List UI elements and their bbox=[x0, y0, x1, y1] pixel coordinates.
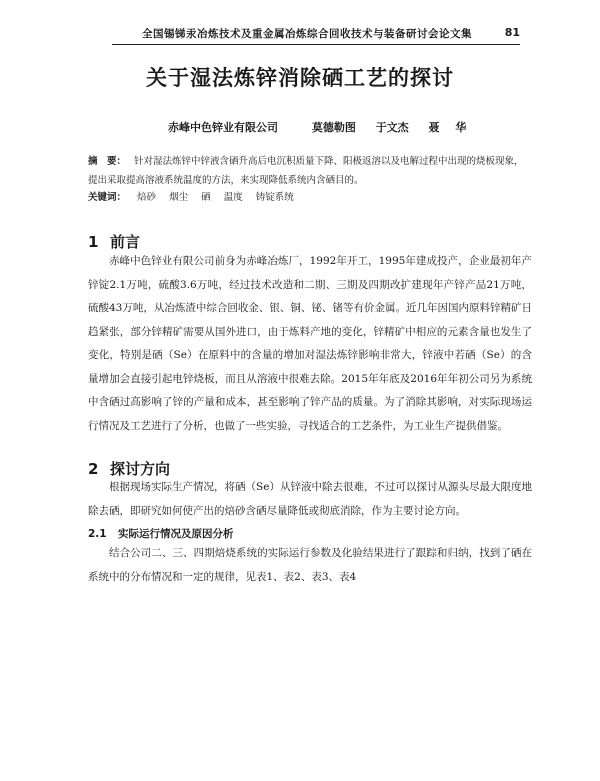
author-3-given: 华 bbox=[455, 121, 467, 134]
author-3-surname: 聂 bbox=[428, 121, 440, 134]
keywords bbox=[88, 189, 532, 203]
section-title: 前言 bbox=[110, 233, 141, 251]
section-number: 1 bbox=[88, 233, 99, 251]
keyword: 焙砂 bbox=[137, 192, 157, 203]
abstract bbox=[88, 152, 532, 190]
paper-title: 关于湿法炼锌消除硒工艺的探讨 bbox=[146, 66, 454, 90]
subsection-heading bbox=[88, 526, 234, 541]
paragraph: 结合公司二、三、四期焙烧系统的实际运行参数及化验结果进行了跟踪和归纳，找到了硒在系统中的分布情况和一定的规律，见表1、表2、表3、表4 bbox=[88, 547, 532, 583]
paragraph: 根据现场实际生产情况，将硒（Se）从锌液中除去很难，不过可以探讨从源头尽最大限度地除去硒，即研究如何使产出的焙砂含硒尽量降低或彻底消除，作为主要讨论方向。 bbox=[88, 481, 532, 517]
organization: 赤峰中色锌业有限公司 bbox=[168, 121, 278, 134]
running-title: 全国锡锑汞冶炼技术及重金属冶炼综合回收技术与装备研讨会论文集 bbox=[142, 28, 472, 40]
subsection-number: 2.1 bbox=[88, 528, 107, 540]
keyword: 硒 bbox=[201, 192, 211, 203]
page-number: 81 bbox=[504, 26, 520, 39]
keyword: 铸锭系统 bbox=[255, 192, 294, 203]
author-2: 于文杰 bbox=[375, 121, 409, 134]
abstract-label: 摘 要： bbox=[88, 156, 127, 167]
keywords-label: 关键词： bbox=[88, 192, 127, 203]
keyword: 温度 bbox=[223, 192, 243, 203]
section-number: 2 bbox=[88, 460, 99, 478]
subsection-title: 实际运行情况及原因分析 bbox=[118, 528, 234, 540]
running-header bbox=[112, 26, 520, 45]
section-heading bbox=[88, 231, 140, 252]
abstract-text: 针对湿法炼锌中锌液含硒升高后电沉积质量下降、阳极返溶以及电解过程中出现的烧板现象，提出采取提高溶液系统温度的方法，来实现降低系统内含硒目的。 bbox=[88, 156, 524, 186]
paragraph: 赤峰中色锌业有限公司前身为赤峰冶炼厂，1992年开工，1995年建成投产，企业最初年产锌锭2.1万吨，硫酸3.6万吨，经过技术改造和二期、三期及四期改扩建现年产锌产品21万吨，硫酸43万吨，从冶炼渣中综合回收金、银、铜、铋、锗等有价金属。近几年因国内原料锌精矿日趋紧张，部分锌精矿需要从国外进口，由于炼料产地的变化，锌精矿中相应的元素含量也发生了变化，特别是硒（Se）在原料中的含量的增加对湿法炼锌影响非常大，锌液中若硒（Se）的含量增加会直接引起电锌烧板，而且从溶液中很难去除。2015年年底及2016年年初公司另为系统中含硒过高影响了锌的产量和成本，甚至影响了锌产品的质量。为了消除其影响，对实际现场运行情况及工艺进行了分析，也做了一些实验，寻找适合的工艺条件，为工业生产提供借鉴。 bbox=[88, 255, 532, 432]
author-line bbox=[168, 119, 466, 135]
keyword: 烟尘 bbox=[169, 192, 189, 203]
author-1: 莫德勒图 bbox=[311, 121, 356, 134]
section-title: 探讨方向 bbox=[110, 460, 171, 478]
